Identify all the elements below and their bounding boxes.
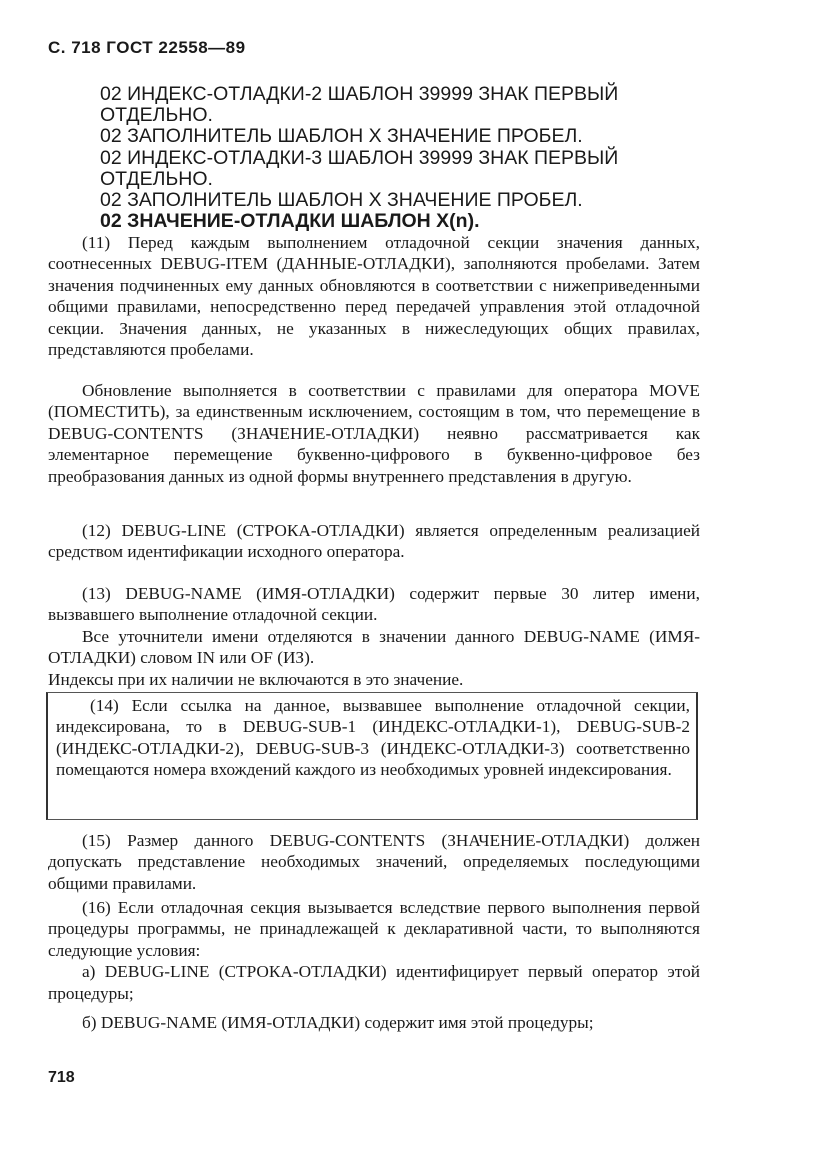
paragraph-11: (11) Перед каждым выполнением отладочной секции значения данных, соотнесенных DEBUG-ITEM (ДАННЫЕ-ОТЛАДКИ), заполняются пробелами. Затем значения подчиненных ему данных обновляются в соответствии с нижеприведенными общими правилами, непосредственно перед передачей управления этой отладочной секции. Значения данных, не указанных в нижеследующих общих правилах, представляются пробелами. bbox=[48, 233, 700, 360]
code-line: 02 ЗНАЧЕНИЕ-ОТЛАДКИ ШАБЛОН X(n). bbox=[100, 210, 480, 233]
code-line: 02 ЗАПОЛНИТЕЛЬ ШАБЛОН X ЗНАЧЕНИЕ ПРОБЕЛ. bbox=[100, 189, 583, 212]
code-line: 02 ЗАПОЛНИТЕЛЬ ШАБЛОН X ЗНАЧЕНИЕ ПРОБЕЛ. bbox=[100, 125, 583, 148]
section-11b bbox=[48, 380, 700, 487]
page-header: С. 718 ГОСТ 22558—89 bbox=[48, 38, 246, 57]
code-line: ОТДЕЛЬНО. bbox=[100, 167, 213, 190]
paragraph-16a: а) DEBUG-LINE (СТРОКА-ОТЛАДКИ) идентифицирует первый оператор этой процедуры; bbox=[48, 962, 700, 1003]
section-13 bbox=[48, 583, 700, 690]
boxed-paragraph-14 bbox=[46, 692, 698, 820]
paragraph-16b: б) DEBUG-NAME (ИМЯ-ОТЛАДКИ) содержит имя этой процедуры; bbox=[82, 1013, 594, 1033]
paragraph-13b: Все уточнители имени отделяются в значении данного DEBUG-NAME (ИМЯ-ОТЛАДКИ) словом IN или OF (ИЗ). bbox=[48, 626, 700, 668]
section-15 bbox=[48, 830, 700, 894]
code-block bbox=[100, 84, 710, 232]
section-11 bbox=[48, 232, 700, 360]
page-number: 718 bbox=[48, 1069, 75, 1086]
code-line: ОТДЕЛЬНО. bbox=[100, 104, 213, 127]
code-line: 02 ИНДЕКС-ОТЛАДКИ-2 ШАБЛОН 39999 ЗНАК ПЕРВЫЙ bbox=[100, 83, 619, 105]
paragraph-13: (13) DEBUG-NAME (ИМЯ-ОТЛАДКИ) содержит первые 30 литер имени, вызвавшего выполнение отладочной секции. bbox=[48, 584, 700, 625]
paragraph-16: (16) Если отладочная секция вызывается вследствие первого выполнения первой процедуры программы, не принадлежащей к декларативной части, то выполняются следующие условия: bbox=[48, 898, 700, 960]
section-16 bbox=[48, 897, 700, 1033]
paragraph-15: (15) Размер данного DEBUG-CONTENTS (ЗНАЧЕНИЕ-ОТЛАДКИ) должен допускать представление необходимых значений, определяемых последующими общими правилами. bbox=[48, 831, 700, 893]
section-12 bbox=[48, 520, 700, 563]
paragraph-13c: Индексы при их наличии не включаются в это значение. bbox=[48, 669, 464, 689]
paragraph-11b: Обновление выполняется в соответствии с правилами для оператора MOVE (ПОМЕСТИТЬ), за единственным исключением, состоящим в том, что перемещение в DEBUG-CONTENTS (ЗНАЧЕНИЕ-ОТЛАДКИ) неявно рассматривается как элементарное перемещение буквенно-цифрового в буквенно-цифровое без преобразования данных из одной формы внутреннего представления в другую. bbox=[48, 381, 700, 486]
paragraph-12: (12) DEBUG-LINE (СТРОКА-ОТЛАДКИ) является определенным реализацией средством идентификации исходного оператора. bbox=[48, 521, 700, 562]
paragraph-14: (14) Если ссылка на данное, вызвавшее выполнение отладочной секции, индексирована, то в DEBUG-SUB-1 (ИНДЕКС-ОТЛАДКИ-1), DEBUG-SUB-2 (ИНДЕКС-ОТЛАДКИ-2), DEBUG-SUB-3 (ИНДЕКС-ОТЛАДКИ-3) соответственно помещаются номера вхождений каждого из необходимых уровней индексирования. bbox=[56, 696, 690, 780]
code-line: 02 ИНДЕКС-ОТЛАДКИ-3 ШАБЛОН 39999 ЗНАК ПЕРВЫЙ bbox=[100, 146, 619, 169]
